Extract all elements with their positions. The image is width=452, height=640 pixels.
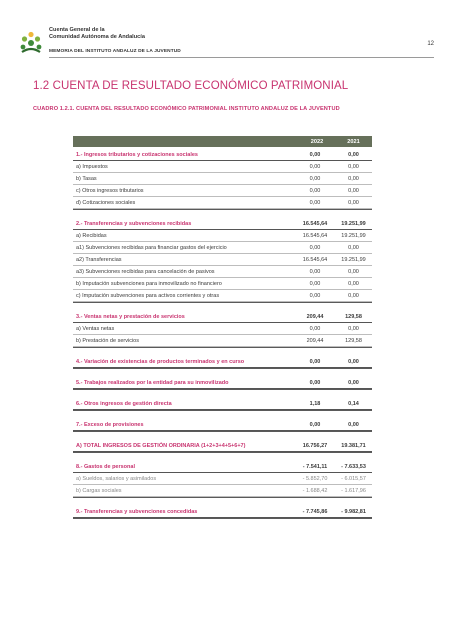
table-row	[73, 254, 372, 266]
table-row	[73, 242, 372, 254]
value-2022: 0,00	[309, 245, 321, 251]
organization-name	[49, 27, 145, 41]
document-header	[18, 24, 434, 60]
group-separator	[73, 368, 372, 377]
column-header-2021: 2021	[347, 139, 360, 145]
table-end-rule	[73, 518, 372, 527]
value-2022: 0,00	[309, 176, 321, 182]
row-label: a) Sueldos, salarios y asimilados	[76, 476, 157, 482]
value-2022: - 7.745,86	[302, 509, 328, 515]
column-header-2022: 2022	[310, 139, 324, 145]
table-section-row	[73, 149, 372, 161]
row-label: 6.- Otros ingresos de gestión directa	[76, 401, 172, 407]
table-row	[73, 185, 372, 197]
value-2021: 0,00	[348, 164, 359, 170]
value-2022: 0,00	[309, 359, 321, 365]
table-header	[73, 136, 372, 147]
table-section-row	[73, 506, 372, 518]
row-label: c) Imputación subvenciones para activos corrientes y otras	[76, 293, 220, 299]
value-2022: 209,44	[306, 314, 324, 320]
row-label: b) Prestación de servicios	[76, 338, 139, 344]
value-2021: 0,00	[348, 200, 359, 206]
table-row	[73, 197, 372, 209]
value-2022: 0,00	[309, 188, 321, 194]
value-2022: 16.756,27	[302, 443, 328, 449]
value-2022: 0,00	[309, 152, 321, 158]
value-2022: 0,00	[309, 380, 321, 386]
page-number: 12	[427, 41, 434, 47]
value-2022: 1,18	[309, 401, 321, 407]
row-label: a) Ventas netas	[76, 326, 115, 332]
value-2021: 0,00	[348, 359, 359, 365]
value-2022: 209,44	[306, 338, 324, 344]
value-2021: 19.381,71	[341, 443, 366, 449]
row-label: A) TOTAL INGRESOS DE GESTIÓN ORDINARIA (1+2+3+4+5+6+7)	[76, 443, 246, 449]
row-label: 3.- Ventas netas y prestación de servicios	[76, 314, 185, 320]
table-section-row	[73, 461, 372, 473]
value-2022: - 5.852,70	[302, 476, 328, 482]
table-row	[73, 323, 372, 335]
value-2021: - 9.982,81	[341, 509, 366, 515]
table-section-row	[73, 311, 372, 323]
row-label: b) Tasas	[76, 176, 97, 182]
organization-line-2: Comunidad Autónoma de Andalucía	[49, 34, 145, 40]
value-2022: 16.545,64	[302, 257, 328, 263]
group-separator	[73, 389, 372, 398]
value-2022: 16.545,64	[302, 221, 328, 227]
value-2021: 0,00	[348, 188, 359, 194]
table-body	[73, 149, 372, 527]
table-row	[73, 173, 372, 185]
value-2022: 0,00	[309, 281, 321, 287]
value-2021: 0,00	[348, 245, 359, 251]
junta-andalucia-logo-icon	[18, 30, 44, 56]
institution-name: MEMORIA DEL INSTITUTO ANDALUZ DE LA JUVENTUD	[49, 49, 181, 54]
table-section-row	[73, 218, 372, 230]
group-separator	[73, 410, 372, 419]
value-2022: 16.545,64	[302, 233, 328, 239]
row-label: 8.- Gastos de personal	[76, 464, 135, 470]
row-label: 7.- Exceso de provisiones	[76, 422, 144, 428]
value-2022: 0,00	[309, 422, 321, 428]
table-section-row	[73, 440, 372, 452]
value-2021: - 1.617,96	[341, 488, 366, 494]
table-section-row	[73, 419, 372, 431]
row-label: a3) Subvenciones recibidas para cancelación de pasivos	[76, 269, 215, 275]
value-2021: 0,00	[348, 281, 359, 287]
row-label: b) Imputación subvenciones para inmovilizado no financiero	[76, 281, 222, 287]
group-separator	[73, 497, 372, 506]
row-label: a2) Transferencias	[76, 257, 122, 263]
value-2021: 19.251,99	[341, 257, 366, 263]
table-row	[73, 290, 372, 302]
header-divider	[49, 57, 434, 58]
value-2022: - 7.541,11	[302, 464, 328, 470]
row-label: a1) Subvenciones recibidas para financiar gastos del ejercicio	[76, 245, 227, 251]
table-row	[73, 485, 372, 497]
row-label: 5.- Trabajos realizados por la entidad para su inmovilizado	[76, 380, 229, 386]
section-title: 1.2 CUENTA DE RESULTADO ECONÓMICO PATRIMONIAL	[33, 80, 349, 92]
value-2022: 0,00	[309, 293, 321, 299]
value-2022: 0,00	[309, 269, 321, 275]
row-label: a) Recibidas	[76, 233, 107, 239]
value-2022: - 1.688,42	[302, 488, 328, 494]
value-2021: 0,00	[348, 380, 359, 386]
group-separator	[73, 347, 372, 356]
row-label: 4.- Variación de existencias de productos terminados y en curso	[76, 359, 245, 365]
group-separator	[73, 452, 372, 461]
table-section-row	[73, 398, 372, 410]
value-2021: 0,00	[348, 326, 359, 332]
table-section-row	[73, 356, 372, 368]
table-row	[73, 161, 372, 173]
table-row	[73, 266, 372, 278]
row-label: a) Impuestos	[76, 164, 108, 170]
value-2021: 129,58	[345, 338, 362, 344]
value-2021: 19.251,99	[341, 233, 366, 239]
table-title: CUADRO 1.2.1. CUENTA DEL RESULTADO ECONÓMICO PATRIMONIAL INSTITUTO ANDALUZ DE LA JUVENTUD	[33, 106, 340, 112]
organization-line-1: Cuenta General de la	[49, 27, 105, 33]
row-label: 9.- Transferencias y subvenciones concedidas	[76, 509, 198, 515]
table-row	[73, 278, 372, 290]
group-separator	[73, 209, 372, 218]
row-label: d) Cotizaciones sociales	[76, 200, 136, 206]
row-label: 1.- Ingresos tributarios y cotizaciones sociales	[76, 152, 198, 158]
value-2021: - 7.633,53	[341, 464, 366, 470]
row-label: c) Otros ingresos tributarios	[76, 188, 144, 194]
value-2021: 0,00	[348, 269, 359, 275]
table-section-row	[73, 377, 372, 389]
value-2021: 0,00	[348, 176, 359, 182]
row-label: b) Cargas sociales	[76, 488, 122, 494]
table-row	[73, 230, 372, 242]
value-2021: 19.251,99	[341, 221, 366, 227]
value-2021: 0,00	[348, 152, 359, 158]
table-row	[73, 473, 372, 485]
value-2021: 129,58	[345, 314, 362, 320]
value-2021: - 6.015,57	[341, 476, 366, 482]
results-table	[73, 136, 372, 527]
value-2021: 0,00	[348, 293, 359, 299]
group-separator	[73, 431, 372, 440]
value-2022: 0,00	[309, 200, 321, 206]
table-row	[73, 335, 372, 347]
value-2021: 0,14	[348, 401, 359, 407]
row-label: 2.- Transferencias y subvenciones recibidas	[76, 221, 192, 227]
value-2022: 0,00	[309, 164, 321, 170]
value-2021: 0,00	[348, 422, 359, 428]
group-separator	[73, 302, 372, 311]
value-2022: 0,00	[309, 326, 321, 332]
